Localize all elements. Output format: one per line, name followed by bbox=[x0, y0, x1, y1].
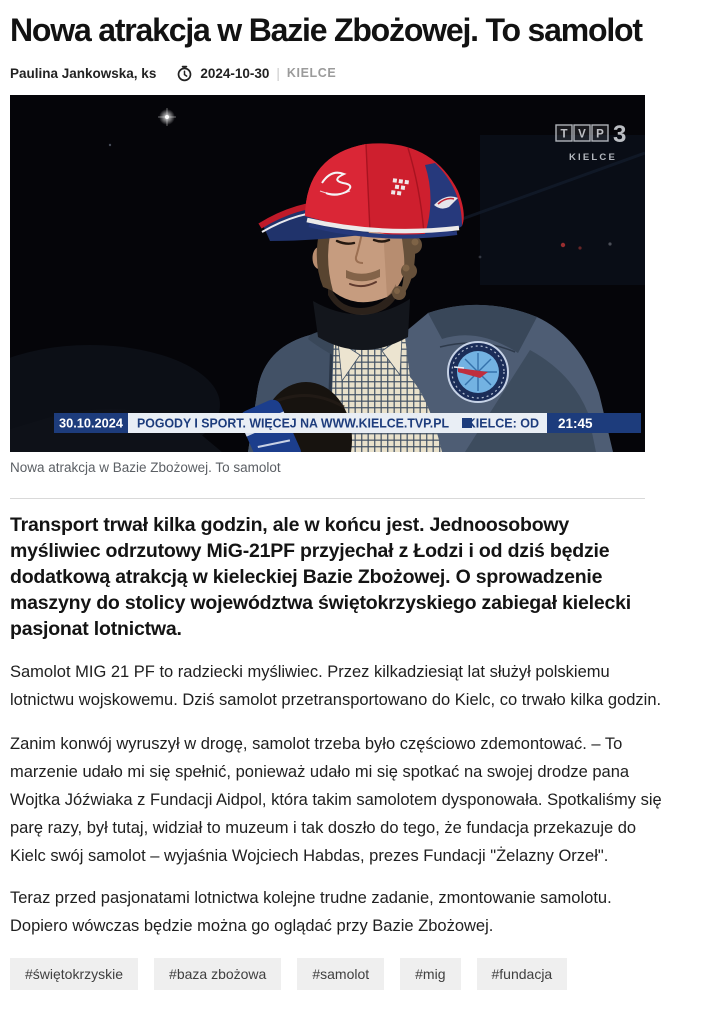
image-caption: Nowa atrakcja w Bazie Zbożowej. To samolot bbox=[10, 460, 281, 475]
tag-fundacja[interactable]: #fundacja bbox=[477, 958, 568, 990]
svg-text:T: T bbox=[560, 128, 568, 141]
article-lead: Transport trwał kilka godzin, ale w końcu jest. Jednoosobowy myśliwiec odrzutowy MiG-21PF przyjechał z Łodzi i od dziś będzie dodatkową atrakcją w kieleckiej Bazie Zbożowej. O sprowadzenie maszyny do stolicy województwa świętokrzyskiego zabiegał kielecki pasjonat lotnictwa. bbox=[10, 514, 631, 640]
page-title: Nowa atrakcja w Bazie Zbożowej. To samolot bbox=[10, 12, 642, 48]
author-name: Paulina Jankowska, ks bbox=[10, 65, 157, 81]
svg-text:KIELCE: OD: KIELCE: OD bbox=[466, 416, 539, 431]
svg-text:KIELCE: KIELCE bbox=[568, 152, 618, 163]
news-article bbox=[0, 8, 716, 990]
svg-text:30.10.2024: 30.10.2024 bbox=[59, 416, 124, 431]
article-paragraph: Teraz przed pasjonatami lotnictwa kolejne trudne zadanie, zmontowanie samolotu. Dopiero wówczas będzie można go oglądać przy Bazie Zbożowej. bbox=[10, 889, 612, 935]
svg-text:V: V bbox=[578, 128, 586, 141]
meta-separator: | bbox=[276, 65, 280, 81]
hero-image[interactable] bbox=[10, 95, 645, 452]
section-divider bbox=[10, 498, 645, 499]
tag-list bbox=[10, 958, 706, 990]
tag-swietokrzyskie[interactable]: #świętokrzyskie bbox=[10, 958, 138, 990]
article-paragraph: Samolot MIG 21 PF to radziecki myśliwiec. Przez kilkadziesiąt lat służył polskiemu lotnictwu wojskowemu. Dziś samolot przetransportowano do Kielc, co trwało kilka godzin. bbox=[10, 663, 662, 709]
svg-text:3: 3 bbox=[613, 121, 627, 148]
byline bbox=[10, 63, 706, 83]
article-paragraph: Zanim konwój wyruszył w drogę, samolot trzeba było częściowo zdemontować. – To marzenie udało mi się spełnić, ponieważ udało mi się spotkać na swojej drodze pana Wojtka Jóźwiaka z Fundacji Aidpol, która takim samolotem dysponowała. Spotkaliśmy się parę razy, był tutaj, widział to muzeum i tak doszło do tego, że fundacja przekazuje do Kielc swój samolot – wyjaśnia Wojciech Habdas, prezes Fundacji "Żelazny Orzeł". bbox=[10, 735, 662, 865]
jacket-patch bbox=[448, 342, 508, 402]
svg-text:P: P bbox=[596, 128, 604, 141]
tag-mig[interactable]: #mig bbox=[400, 958, 460, 990]
clock-icon bbox=[176, 65, 193, 82]
tag-baza-zbozowa[interactable]: #baza zbożowa bbox=[154, 958, 281, 990]
location-label: KIELCE bbox=[286, 66, 337, 80]
svg-text:21:45: 21:45 bbox=[558, 416, 593, 431]
publish-date: 2024-10-30 bbox=[200, 65, 270, 81]
news-ticker bbox=[54, 413, 641, 433]
svg-text:POGODY I SPORT. WIĘCEJ NA WWW.: POGODY I SPORT. WIĘCEJ NA WWW.KIELCE.TVP.PL bbox=[137, 416, 450, 431]
tag-samolot[interactable]: #samolot bbox=[297, 958, 384, 990]
